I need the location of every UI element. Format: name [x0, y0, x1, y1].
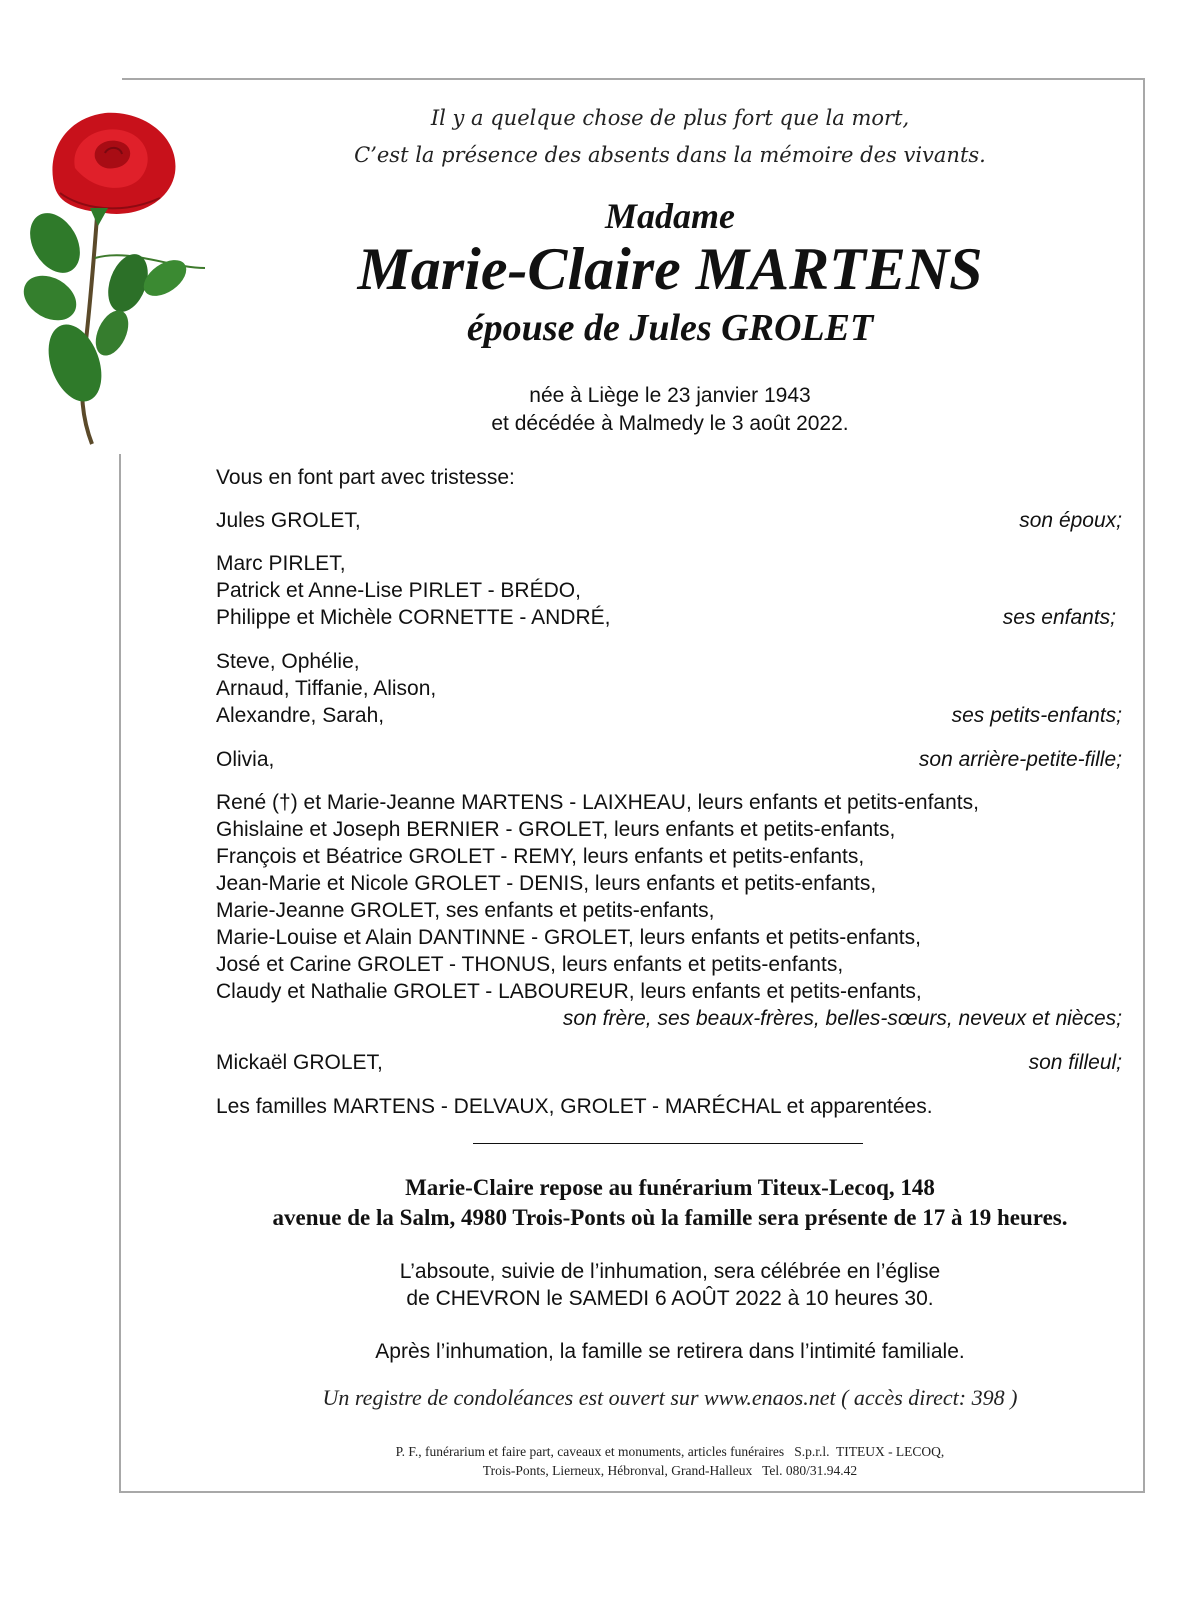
sibling-line: Claudy et Nathalie GROLET - LABOUREUR, leurs enfants et petits-enfants, [216, 980, 922, 1003]
ceremony-info [220, 1258, 1120, 1312]
sibling-line: Marie-Jeanne GROLET, ses enfants et petits-enfants, [216, 899, 715, 922]
quote-line-2: C’est la présence des absents dans la mémoire des vivants. [354, 143, 986, 167]
sibling-line: René (†) et Marie-Jeanne MARTENS - LAIXHEAU, leurs enfants et petits-enfants, [216, 791, 979, 814]
ceremony-line-1: L’absoute, suivie de l’inhumation, sera célébrée en l’église [399, 1260, 941, 1283]
salutation: Madame [605, 196, 735, 236]
quote-line-1: Il y a quelque chose de plus fort que la mort, [430, 106, 910, 130]
siblings-role: son frère, ses beaux-frères, belles-sœurs, neveux et nièces; [562, 1007, 1122, 1030]
families-line: Les familles MARTENS - DELVAUX, GROLET - MARÉCHAL et apparentées. [216, 1095, 933, 1118]
intro-line: Vous en font part avec tristesse: [216, 466, 515, 489]
divider [473, 1143, 863, 1144]
godson-name: Mickaël GROLET, [216, 1051, 383, 1074]
godson-role: son filleul; [1028, 1051, 1122, 1074]
repose-line-1: Marie-Claire repose au funérarium Titeux-Lecoq, 148 [405, 1175, 935, 1200]
child-line: Patrick et Anne-Lise PIRLET - BRÉDO, [216, 579, 581, 602]
sibling-line: François et Béatrice GROLET - REMY, leurs enfants et petits-enfants, [216, 845, 865, 868]
footer-line-1: P. F., funérarium et faire part, caveaux et monuments, articles funéraires S.p.r.l. TITEUX - LECOQ, [395, 1444, 945, 1459]
spouse-entry-role: son époux; [1019, 509, 1122, 532]
footer-line-2: Trois-Ponts, Lierneux, Hébronval, Grand-Halleux Tel. 080/31.94.42 [482, 1463, 858, 1478]
grandchild-line: Alexandre, Sarah, [216, 704, 385, 727]
great-grandchild-name: Olivia, [216, 748, 275, 771]
repose-line-2: avenue de la Salm, 4980 Trois-Ponts où la famille sera présente de 17 à 19 heures. [272, 1205, 1068, 1230]
repose-info [220, 1173, 1120, 1233]
sibling-line: Marie-Louise et Alain DANTINNE - GROLET, leurs enfants et petits-enfants, [216, 926, 921, 949]
children-role: ses enfants; [1002, 606, 1116, 629]
great-grandchild-entry [216, 746, 1122, 773]
siblings-entry [216, 789, 1122, 1032]
opening-quote [220, 100, 1120, 174]
grandchildren-role: ses petits-enfants; [951, 704, 1122, 727]
after-burial-note: Après l’inhumation, la famille se retirera dans l’intimité familiale. [375, 1340, 965, 1363]
funeral-home-footer [220, 1442, 1120, 1480]
grandchildren-entry [216, 648, 1122, 729]
children-entry [216, 550, 1122, 631]
spouse-line: épouse de Jules GROLET [466, 307, 874, 349]
grandchild-line: Arnaud, Tiffanie, Alison, [216, 677, 437, 700]
ceremony-line-2: de CHEVRON le SAMEDI 6 AOÛT 2022 à 10 heures 30. [406, 1287, 934, 1310]
death-line: et décédée à Malmedy le 3 août 2022. [491, 412, 849, 435]
birth-line: née à Liège le 23 janvier 1943 [529, 384, 811, 407]
red-rose-icon [20, 108, 210, 448]
sibling-line: José et Carine GROLET - THONUS, leurs enfants et petits-enfants, [216, 953, 844, 976]
spouse-entry [216, 507, 1122, 534]
condolence-registry: Un registre de condoléances est ouvert sur www.enaos.net ( accès direct: 398 ) [322, 1385, 1018, 1410]
child-line: Philippe et Michèle CORNETTE - ANDRÉ, [216, 606, 611, 629]
grandchild-line: Steve, Ophélie, [216, 650, 360, 673]
spouse-entry-name: Jules GROLET, [216, 509, 361, 532]
child-line: Marc PIRLET, [216, 552, 346, 575]
sibling-line: Jean-Marie et Nicole GROLET - DENIS, leurs enfants et petits-enfants, [216, 872, 877, 895]
life-dates [220, 382, 1120, 438]
great-grandchild-role: son arrière-petite-fille; [918, 748, 1122, 771]
deceased-name: Marie-Claire MARTENS [357, 236, 983, 302]
godson-entry [216, 1049, 1122, 1076]
sibling-line: Ghislaine et Joseph BERNIER - GROLET, leurs enfants et petits-enfants, [216, 818, 896, 841]
